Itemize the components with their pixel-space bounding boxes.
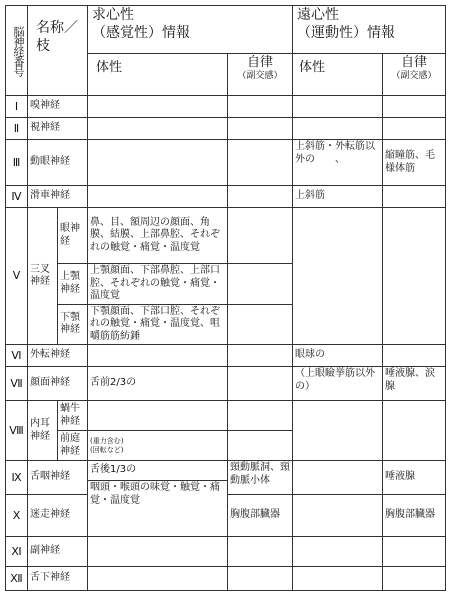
sensory-autonomic-cell (228, 367, 293, 401)
header-sensory-line2: （感覚性）情報 (92, 24, 190, 41)
header-sensory-somatic: 体性 (88, 54, 228, 96)
note-gravity: (重力含む) (90, 436, 124, 445)
header-sensory-autonomic-note: （副交感） (237, 71, 283, 82)
sensory-autonomic-cell: 頸動脈洞、頸動脈小体 (228, 461, 293, 495)
sensory-somatic-cell: 上顎顔面、下部鼻腔、上部口腔、それぞれの触覚・痛覚・温度覚 (88, 264, 228, 305)
cranial-nerve-table (5, 5, 446, 591)
sensory-autonomic-cell (228, 304, 293, 345)
nerve-number: Ⅸ (6, 461, 28, 495)
motor-autonomic-cell: 胸腹部臓器 (383, 495, 446, 537)
nerve-name: 顔面神経 (28, 367, 88, 401)
motor-somatic-cell (293, 118, 383, 140)
header-sensory-autonomic-label: 自律 (246, 55, 273, 70)
nerve-name: 滑車神経 (28, 186, 88, 208)
nerve-number: Ⅵ (6, 345, 28, 367)
motor-autonomic-cell (383, 96, 446, 118)
header-sensory-autonomic (228, 54, 293, 96)
nerve-number: Ⅱ (6, 118, 28, 140)
header-motor (293, 6, 446, 54)
sensory-autonomic-cell (228, 567, 293, 591)
sensory-somatic-cell (88, 345, 228, 367)
motor-autonomic-cell: 縮瞳筋、毛様体筋 (383, 140, 446, 186)
sensory-somatic-cell: 舌後1/3の (88, 461, 228, 481)
motor-somatic-cell: （上眼瞼挙筋以外の） (293, 367, 383, 401)
nerve-number: Ⅴ (6, 208, 28, 345)
table-row (6, 118, 446, 140)
sensory-autonomic-cell (228, 264, 293, 305)
nerve-number: Ⅰ (6, 96, 28, 118)
header-motor-autonomic-note: （副交感） (391, 71, 437, 82)
nerve-name: 視神経 (28, 118, 88, 140)
sensory-somatic-cell (88, 140, 228, 186)
sensory-autonomic-cell (228, 431, 293, 461)
header-nerve-number: 脳神経番号 (6, 6, 28, 96)
nerve-name: 舌下神経 (28, 567, 88, 591)
motor-somatic-cell (293, 401, 383, 461)
motor-somatic-cell (293, 96, 383, 118)
table-row (6, 537, 446, 567)
nerve-number: Ⅶ (6, 367, 28, 401)
header-motor-autonomic-label: 自律 (400, 55, 427, 70)
branch-name: 眼神経 (58, 208, 88, 264)
header-motor-line2: （運動性）情報 (297, 24, 395, 41)
nerve-number: Ⅷ (6, 401, 28, 461)
nerve-name: 舌咽神経 (28, 461, 88, 495)
branch-name: 上顎神経 (58, 264, 88, 305)
motor-somatic-cell (293, 495, 383, 537)
motor-autonomic-cell (383, 345, 446, 367)
nerve-name: 副神経 (28, 537, 88, 567)
sensory-somatic-cell: 鼻、目、額周辺の顔面、角膜、結膜、上部鼻腔、それぞれの触覚・痛覚・温度覚 (88, 208, 228, 264)
branch-name: 前庭神経 (58, 431, 88, 461)
sensory-somatic-cell (88, 431, 228, 461)
nerve-number: Ⅹ (6, 495, 28, 537)
sensory-autonomic-cell (228, 208, 293, 264)
motor-somatic-cell (293, 567, 383, 591)
sensory-somatic-cell (88, 186, 228, 208)
sensory-somatic-cell: 下顎顔面、下部口腔、それぞれの触覚・痛覚・温度覚、咀嚼筋筋紡錘 (88, 304, 228, 345)
motor-autonomic-cell (383, 567, 446, 591)
branch-name: 下顎神経 (58, 304, 88, 345)
table-row (6, 96, 446, 118)
motor-somatic-cell (293, 537, 383, 567)
header-motor-somatic: 体性 (293, 54, 383, 96)
motor-autonomic-cell (383, 401, 446, 461)
motor-somatic-cell: 上斜筋 (293, 186, 383, 208)
motor-autonomic-cell (383, 537, 446, 567)
motor-somatic-cell: 眼球の (293, 345, 383, 367)
note-rotation: (回転など) (90, 445, 124, 454)
table-row (6, 367, 446, 401)
sensory-autonomic-cell (228, 537, 293, 567)
motor-autonomic-cell (383, 118, 446, 140)
nerve-name: 迷走神経 (28, 495, 88, 537)
table-row (6, 208, 446, 264)
motor-autonomic-cell (383, 186, 446, 208)
nerve-number: Ⅺ (6, 537, 28, 567)
sensory-somatic-cell (88, 401, 228, 431)
header-sensory-line1: 求心性 (92, 7, 134, 23)
motor-somatic-cell (293, 208, 383, 345)
sensory-autonomic-cell (228, 118, 293, 140)
nerve-number: Ⅲ (6, 140, 28, 186)
sensory-autonomic-cell (228, 345, 293, 367)
header-name-branch (28, 6, 88, 96)
motor-autonomic-cell (383, 208, 446, 345)
table-row (6, 345, 446, 367)
nerve-name: 三叉神経 (28, 208, 58, 345)
nerve-name: 内耳神経 (28, 401, 58, 461)
motor-autonomic-cell: 唾液腺、涙腺 (383, 367, 446, 401)
sensory-somatic-cell: 舌前2/3の (88, 367, 228, 401)
header-sensory (88, 6, 293, 54)
table-row (6, 567, 446, 591)
sensory-somatic-cell (88, 96, 228, 118)
motor-somatic-cell: 上斜筋・外転筋以外の 、 (293, 140, 383, 186)
table-row (6, 186, 446, 208)
table-row (6, 401, 446, 431)
nerve-number: Ⅻ (6, 567, 28, 591)
table-row (6, 461, 446, 481)
sensory-somatic-cell (88, 567, 228, 591)
nerve-name: 嗅神経 (28, 96, 88, 118)
sensory-autonomic-cell (228, 140, 293, 186)
sensory-autonomic-cell (228, 401, 293, 431)
sensory-somatic-cell (88, 118, 228, 140)
nerve-number: Ⅳ (6, 186, 28, 208)
motor-somatic-cell (293, 461, 383, 495)
sensory-autonomic-cell (228, 96, 293, 118)
branch-name: 蝸牛神経 (58, 401, 88, 431)
nerve-name: 外転神経 (28, 345, 88, 367)
sensory-somatic-cell (88, 537, 228, 567)
table-row (6, 140, 446, 186)
sensory-somatic-cell: 咽頭・喉頭の味覚・触覚・痛覚・温度覚 (88, 481, 228, 537)
sensory-autonomic-cell (228, 186, 293, 208)
sensory-autonomic-cell: 胸腹部臓器 (228, 495, 293, 537)
motor-autonomic-cell: 唾液腺 (383, 461, 446, 495)
nerve-name: 動眼神経 (28, 140, 88, 186)
header-motor-line1: 遠心性 (297, 7, 339, 23)
header-name-branch-text: 名称／枝 (36, 20, 78, 54)
header-motor-autonomic (383, 54, 446, 96)
